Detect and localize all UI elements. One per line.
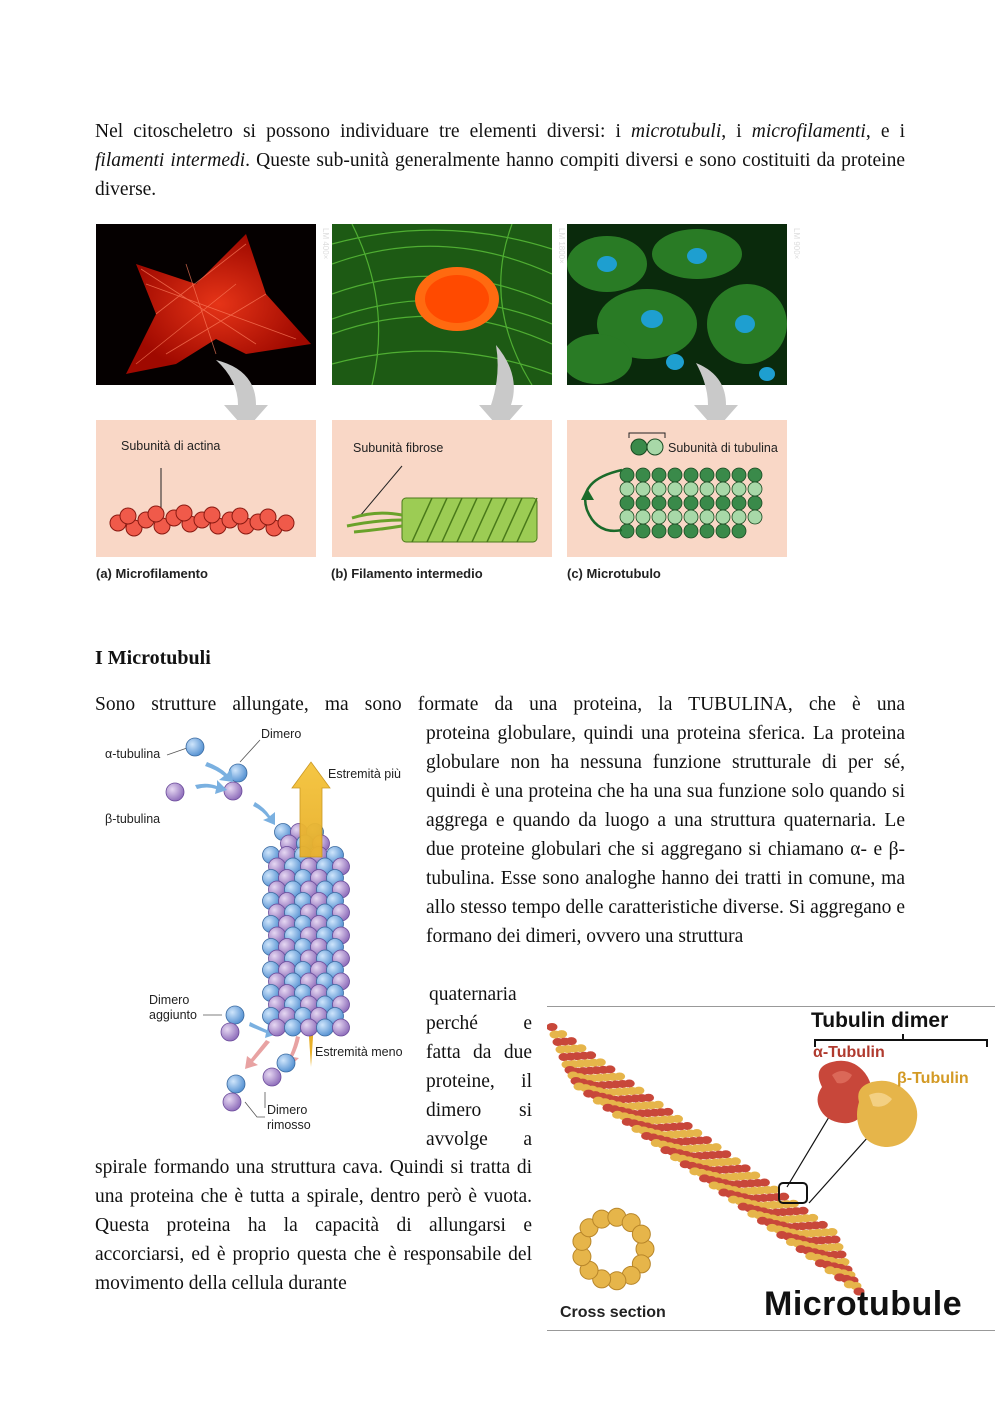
tubulin-bead	[574, 1083, 585, 1091]
removed-dimer-label-1: Dimero	[267, 1103, 308, 1117]
paragraph-narrow-column	[426, 980, 532, 1154]
term-filamenti-intermedi: filamenti intermedi	[95, 150, 246, 171]
narrow-line-5: dimero si	[426, 1100, 532, 1121]
added-dimer-label-1: Dimero	[149, 993, 190, 1007]
intro-paragraph: Nel citoscheletro si possono individuare tre elementi diversi: i microtubuli, i microfilamenti, e i filamenti intermedi. Queste sub-unità generalmente hanno compiti diversi e sono costituiti da proteine diverse.	[95, 121, 906, 200]
narrow-line-1: quaternaria	[429, 984, 517, 1005]
tubulin-bead	[612, 1111, 623, 1119]
tubulin-bead	[689, 1167, 700, 1175]
scale-label-a: LM 400×	[321, 228, 330, 260]
beta-subunit	[333, 1019, 350, 1036]
alpha-tubulin-label: α-Tubulin	[813, 1044, 885, 1061]
removed-dimer-label-2: rimosso	[267, 1118, 311, 1132]
tubulin-bead	[622, 1118, 633, 1126]
scale-label-b: LM 1800×	[557, 228, 566, 264]
tubulin-assembly-figure	[95, 722, 420, 1142]
microtubule-3d-figure	[547, 1006, 995, 1331]
caption-b: (b) Filamento intermedio	[331, 566, 483, 581]
cross-section-subunit	[632, 1225, 650, 1243]
tubulin-bead	[834, 1273, 845, 1281]
tubulin-bead	[825, 1266, 836, 1274]
fibrous-subunit-label: Subunità fibrose	[353, 441, 444, 455]
microtubule-title: Microtubule	[764, 1285, 963, 1323]
beta-tubulina-label: β-tubulina	[105, 812, 161, 826]
actin-subunit-label: Subunità di actina	[121, 439, 221, 453]
tubulin-bead	[805, 1252, 816, 1260]
narrow-line-6: avvolge a	[426, 1129, 532, 1150]
tubulin-bead	[583, 1090, 594, 1098]
tubulin-bead	[641, 1132, 652, 1140]
narrow-line-4: proteine, il	[426, 1071, 532, 1092]
beta-subunit	[301, 1019, 318, 1036]
tubulin-bead	[728, 1196, 739, 1204]
tubulin-bead	[796, 1245, 807, 1253]
tubulin-bead	[776, 1231, 787, 1239]
tubulin-bead	[559, 1053, 570, 1061]
tubulin-dimer-title: Tubulin dimer	[811, 1009, 949, 1032]
alpha-subunit	[285, 1019, 302, 1036]
tubulin-bead	[680, 1160, 691, 1168]
paragraph-right-column: proteina globulare, quindi una proteina sferica. La proteina globulare non ha nessuna funzione strutturale di per sé, quindi è una proteina che ha una sua funzione solo quando si aggrega e quando da luogo a una struttura quaternaria. Le due proteine globulari che si aggregano si chiamano α- e β-tubulina. Esse sono analoghe hanno dei tratti in comune, ma allo stesso tempo delle caratteristiche diverse. Si aggregano e formano dei dimeri, ovvero una struttura	[426, 723, 905, 947]
tubulin-bead	[602, 1104, 613, 1112]
section-title: I Microtubuli	[95, 647, 211, 669]
microtubule-render	[547, 1007, 995, 1332]
added-dimer-label-2: aggiunto	[149, 1008, 197, 1022]
tubulin-bead	[757, 1217, 768, 1225]
tubulin-subunit-label: Subunità di tubulina	[668, 441, 778, 455]
tubulin-bead	[718, 1189, 729, 1197]
dimero-label: Dimero	[261, 727, 302, 741]
scale-label-c: LM 900×	[792, 228, 801, 260]
tubulin-bead	[547, 1023, 558, 1031]
term-microtubuli: microtubuli	[630, 121, 722, 142]
tubulin-bead	[815, 1259, 826, 1267]
tubulin-bead	[747, 1210, 758, 1218]
narrow-line-3: fatta da due	[426, 1042, 532, 1063]
tubulin-bead	[699, 1174, 710, 1182]
tubulin-bead	[670, 1153, 681, 1161]
caption-c: (c) Microtubulo	[567, 566, 661, 581]
tubulin-bead	[651, 1139, 662, 1147]
paragraph-line-1: Sono strutture allungate, ma sono formate da una proteina, la TUBULINA, che è una	[95, 694, 905, 715]
beta-subunit	[269, 1019, 286, 1036]
tubulin-bead	[709, 1181, 720, 1189]
plus-end-label: Estremità più	[328, 767, 401, 781]
beta-tubulin-label: β-Tubulin	[897, 1070, 969, 1087]
tubulin-bead	[767, 1224, 778, 1232]
caption-a: (a) Microfilamento	[96, 566, 208, 581]
cross-section-label: Cross section	[560, 1304, 666, 1321]
paragraph-bottom: spirale formando una struttura cava. Quindi si tratta di una proteina che è tutta a spirale, dentro però è vuota. Questa proteina ha la capacità di allungarsi e accorciarsi, ed è proprio questa che è responsabile del movimento della cellula durante	[95, 1157, 532, 1294]
tubulin-bead	[556, 1046, 567, 1054]
tubulin-bead	[550, 1031, 561, 1039]
alpha-tubulina-label: α-tubulina	[105, 747, 161, 761]
tubulin-bead	[593, 1097, 604, 1105]
tubulin-bead	[738, 1203, 749, 1211]
microtubule-assembly-diagram	[95, 722, 420, 1142]
tubulin-bead	[631, 1125, 642, 1133]
minus-end-label: Estremità meno	[315, 1045, 403, 1059]
tubulin-bead	[553, 1038, 564, 1046]
tubulin-bead	[660, 1146, 671, 1154]
narrow-line-2: perché e	[426, 1013, 532, 1034]
alpha-subunit	[317, 1019, 334, 1036]
tubulin-bead	[786, 1238, 797, 1246]
term-microfilamenti: microfilamenti	[751, 121, 866, 142]
